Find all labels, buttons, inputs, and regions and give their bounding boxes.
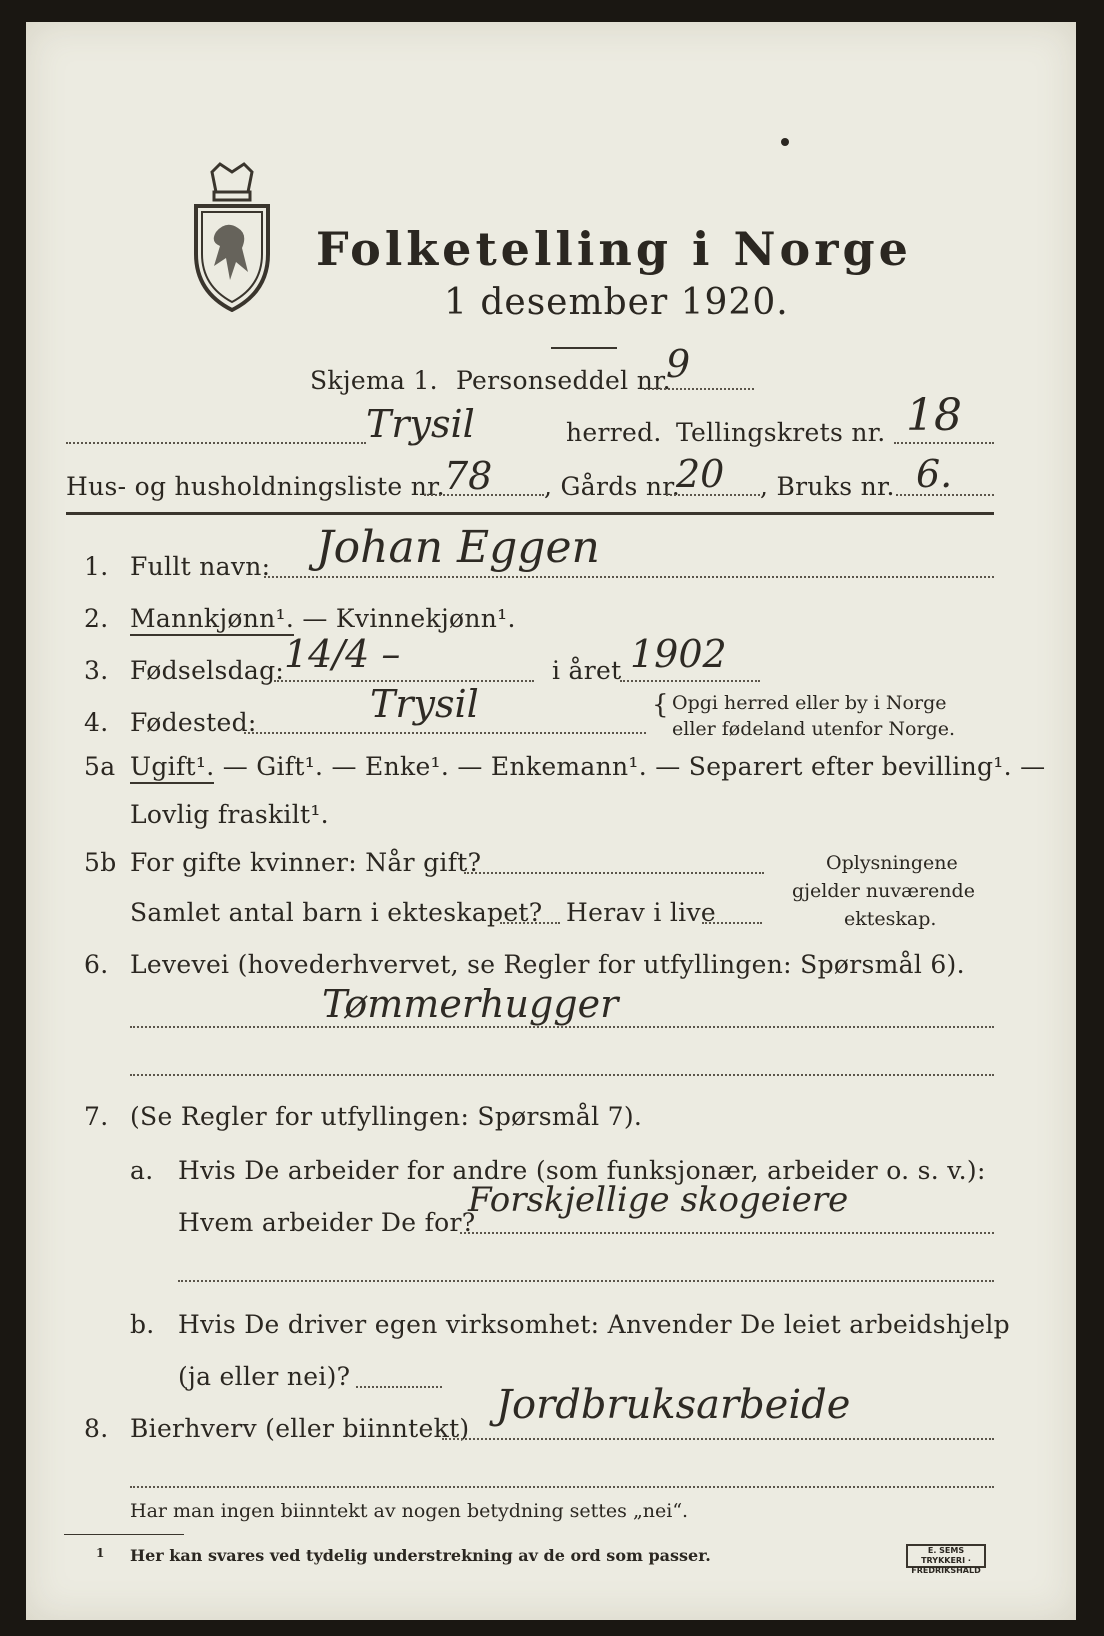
q6-label: Levevei (hovederhvervet, se Regler for utfyllingen: Spørsmål 6). xyxy=(130,950,965,979)
hus-value: 78 xyxy=(444,454,493,498)
q5b-number: 5b xyxy=(84,848,117,877)
footnote-rule xyxy=(64,1534,184,1535)
q3-year-label: i året xyxy=(552,656,622,685)
q2-number: 2. xyxy=(84,604,109,633)
q4-brace: { xyxy=(652,690,669,720)
q5b-note-1: Oplysningene xyxy=(826,852,958,874)
tellingskrets-line xyxy=(894,442,994,444)
personseddel-line xyxy=(644,388,754,390)
q5a-ugift-option: Ugift¹. xyxy=(130,752,214,784)
bruks-label: , Bruks nr. xyxy=(760,472,895,501)
q8-value: Jordbruksarbeide xyxy=(496,1382,851,1428)
q5b-children-line xyxy=(500,922,560,924)
q7b-letter: b. xyxy=(130,1310,155,1339)
q2-male-option: Mannkjønn¹. xyxy=(130,604,294,636)
q7a-label: Hvis De arbeider for andre (som funksjonær, arbeider o. s. v.): xyxy=(178,1156,986,1185)
q5b-married-line xyxy=(464,872,764,874)
q7b-label: Hvis De driver egen virksomhet: Anvender De leiet arbeidshjelp xyxy=(178,1310,1010,1339)
q1-value: Johan Eggen xyxy=(316,522,600,573)
q5a-other-options: — Gift¹. — Enke¹. — Enkemann¹. — Separert efter bevilling¹. — xyxy=(222,752,1046,781)
q5a-options xyxy=(130,752,1045,781)
q6-line-1 xyxy=(130,1026,994,1028)
q4-line xyxy=(244,732,646,734)
q5b-label-married: For gifte kvinner: Når gift? xyxy=(130,848,482,877)
q5a-line2: Lovlig fraskilt¹. xyxy=(130,800,329,829)
herred-label: herred. xyxy=(566,418,662,447)
q3-year-line xyxy=(620,680,760,682)
header-separator xyxy=(66,512,994,515)
q4-note-1: Opgi herred eller by i Norge xyxy=(672,692,947,714)
coat-of-arms-icon xyxy=(190,162,274,312)
q7a-line-2 xyxy=(178,1280,994,1282)
q6-line-2 xyxy=(130,1074,994,1076)
q4-note-2: eller fødeland utenfor Norge. xyxy=(672,718,956,740)
q5b-label-children: Samlet antal barn i ekteskapet? xyxy=(130,898,543,927)
q5b-note-2: gjelder nuværende xyxy=(792,880,975,902)
q1-number: 1. xyxy=(84,552,109,581)
title-divider xyxy=(551,347,617,349)
q7a-line-1 xyxy=(460,1232,994,1234)
q4-number: 4. xyxy=(84,708,109,737)
biinntekt-note: Har man ingen biinntekt av nogen betydning settes „nei“. xyxy=(130,1500,689,1522)
schema-label: Skjema 1. xyxy=(310,366,438,395)
q3-year-value: 1902 xyxy=(630,632,727,676)
footnote-marker: 1 xyxy=(96,1546,105,1560)
q8-number: 8. xyxy=(84,1414,109,1443)
form-title: Folketelling i Norge xyxy=(316,222,912,276)
q4-label: Fødested: xyxy=(130,708,257,737)
q5b-note-3: ekteskap. xyxy=(844,908,937,930)
q5a-number: 5a xyxy=(84,752,116,781)
personseddel-label: Personseddel nr. xyxy=(456,366,671,395)
q1-label: Fullt navn: xyxy=(130,552,271,581)
herred-value: Trysil xyxy=(366,402,475,446)
q3-value: 14/4 – xyxy=(284,632,401,676)
form-date: 1 desember 1920. xyxy=(444,282,789,323)
q6-value: Tømmerhugger xyxy=(322,982,619,1026)
q7-label: (Se Regler for utfyllingen: Spørsmål 7). xyxy=(130,1102,643,1131)
hus-label: Hus- og husholdningsliste nr. xyxy=(66,472,445,501)
bruks-value: 6. xyxy=(916,452,953,496)
q2-other-options: — Kvinnekjønn¹. xyxy=(302,604,516,633)
q5b-alive-line xyxy=(702,922,762,924)
q8-label: Bierhverv (eller biinntekt) xyxy=(130,1414,470,1443)
q7a-letter: a. xyxy=(130,1156,154,1185)
q7b-line xyxy=(356,1386,442,1388)
q7-number: 7. xyxy=(84,1102,109,1131)
q7b-label2: (ja eller nei)? xyxy=(178,1362,351,1391)
gards-label: , Gårds nr. xyxy=(544,472,681,501)
q7a-value: Forskjellige skogeiere xyxy=(468,1180,849,1220)
q5b-label-alive: Herav i live xyxy=(566,898,716,927)
ink-dot xyxy=(781,138,789,146)
tellingskrets-value: 18 xyxy=(906,390,962,441)
q6-number: 6. xyxy=(84,950,109,979)
personseddel-value: 9 xyxy=(666,342,691,386)
tellingskrets-label: Tellingskrets nr. xyxy=(676,418,886,447)
footnote-text: Her kan svares ved tydelig understrekning av de ord som passer. xyxy=(130,1546,711,1565)
herred-line-left xyxy=(66,442,366,444)
q3-label: Fødselsdag: xyxy=(130,656,285,685)
census-form xyxy=(26,22,1076,1620)
q1-line xyxy=(264,576,994,578)
q8-line-1 xyxy=(442,1438,994,1440)
gards-value: 20 xyxy=(676,452,725,496)
printer-stamp: E. SEMS TRYKKERI · FREDRIKSHALD xyxy=(906,1544,986,1568)
q2-options xyxy=(130,604,516,633)
q4-value: Trysil xyxy=(370,682,479,726)
q7a-label2: Hvem arbeider De for? xyxy=(178,1208,476,1237)
q8-line-2 xyxy=(130,1486,994,1488)
q3-number: 3. xyxy=(84,656,109,685)
